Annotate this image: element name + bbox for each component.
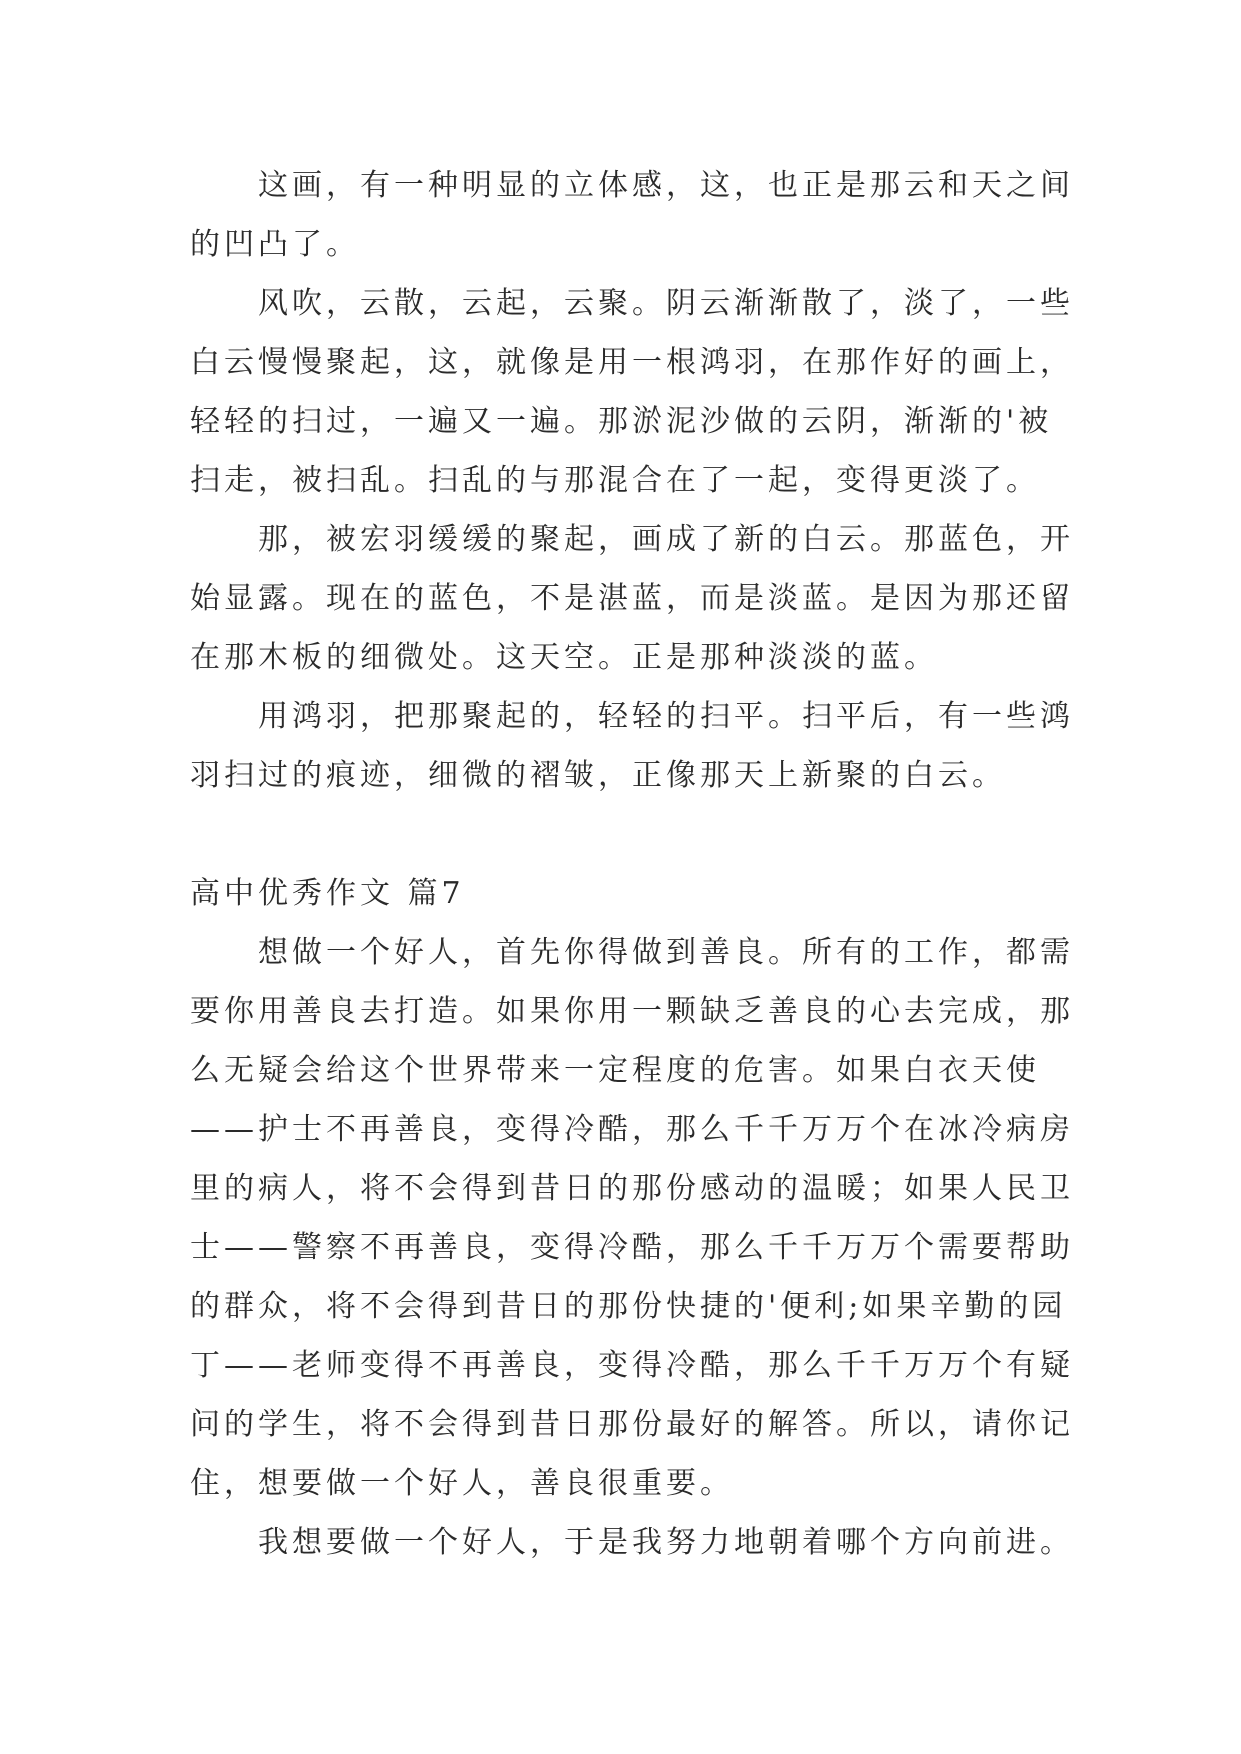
text-line: 要你用善良去打造。如果你用一颗缺乏善良的心去完成，那: [190, 994, 1074, 1029]
text-line: 始显露。现在的蓝色，不是湛蓝，而是淡蓝。是因为那还留: [190, 581, 1074, 616]
text-line: 羽扫过的痕迹，细微的褶皱，正像那天上新聚的白云。: [190, 758, 1006, 793]
text-line: 在那木板的细微处。这天空。正是那种淡淡的蓝。: [190, 640, 938, 675]
text-line: 白云慢慢聚起，这，就像是用一根鸿羽，在那作好的画上，: [190, 345, 1074, 380]
text-line: 我想要做一个好人，于是我努力地朝着哪个方向前进。: [258, 1525, 1074, 1560]
section-heading: 高中优秀作文 篇7: [190, 876, 465, 911]
text-line: 丁——老师变得不再善良，变得冷酷，那么千千万万个有疑: [190, 1348, 1074, 1383]
text-line: 么无疑会给这个世界带来一定程度的危害。如果白衣天使: [190, 1053, 1040, 1088]
text-line: 风吹，云散，云起，云聚。阴云渐渐散了，淡了，一些: [258, 286, 1074, 321]
text-line: 士——警察不再善良，变得冷酷，那么千千万万个需要帮助: [190, 1230, 1074, 1265]
text-line: 想做一个好人，首先你得做到善良。所有的工作，都需: [258, 935, 1074, 970]
text-line: 这画，有一种明显的立体感，这，也正是那云和天之间: [258, 168, 1074, 203]
text-line: 的凹凸了。: [190, 227, 360, 262]
text-line: 扫走，被扫乱。扫乱的与那混合在了一起，变得更淡了。: [190, 463, 1040, 498]
text-line: 用鸿羽，把那聚起的，轻轻的扫平。扫平后，有一些鸿: [258, 699, 1074, 734]
text-line: 里的病人，将不会得到昔日的那份感动的温暖；如果人民卫: [190, 1171, 1074, 1206]
text-line: 轻轻的扫过，一遍又一遍。那淤泥沙做的云阴，渐渐的'被: [190, 404, 1053, 439]
paragraph: [190, 274, 1074, 510]
paragraph: [190, 510, 1074, 687]
text-line: 那，被宏羽缓缓的聚起，画成了新的白云。那蓝色，开: [258, 522, 1074, 557]
paragraph: [190, 156, 1074, 274]
text-line: 的群众，将不会得到昔日的那份快捷的'便利;如果辛勤的园: [190, 1289, 1067, 1324]
paragraph: [190, 923, 1074, 1513]
paragraph: [190, 687, 1074, 805]
document-body: [190, 156, 1074, 1572]
text-line: ——护士不再善良，变得冷酷，那么千千万万个在冰冷病房: [190, 1112, 1074, 1147]
text-line: 住，想要做一个好人，善良很重要。: [190, 1466, 734, 1501]
text-line: 问的学生，将不会得到昔日那份最好的解答。所以，请你记: [190, 1407, 1074, 1442]
section-gap: [190, 805, 1070, 864]
paragraph: [190, 1513, 1074, 1572]
